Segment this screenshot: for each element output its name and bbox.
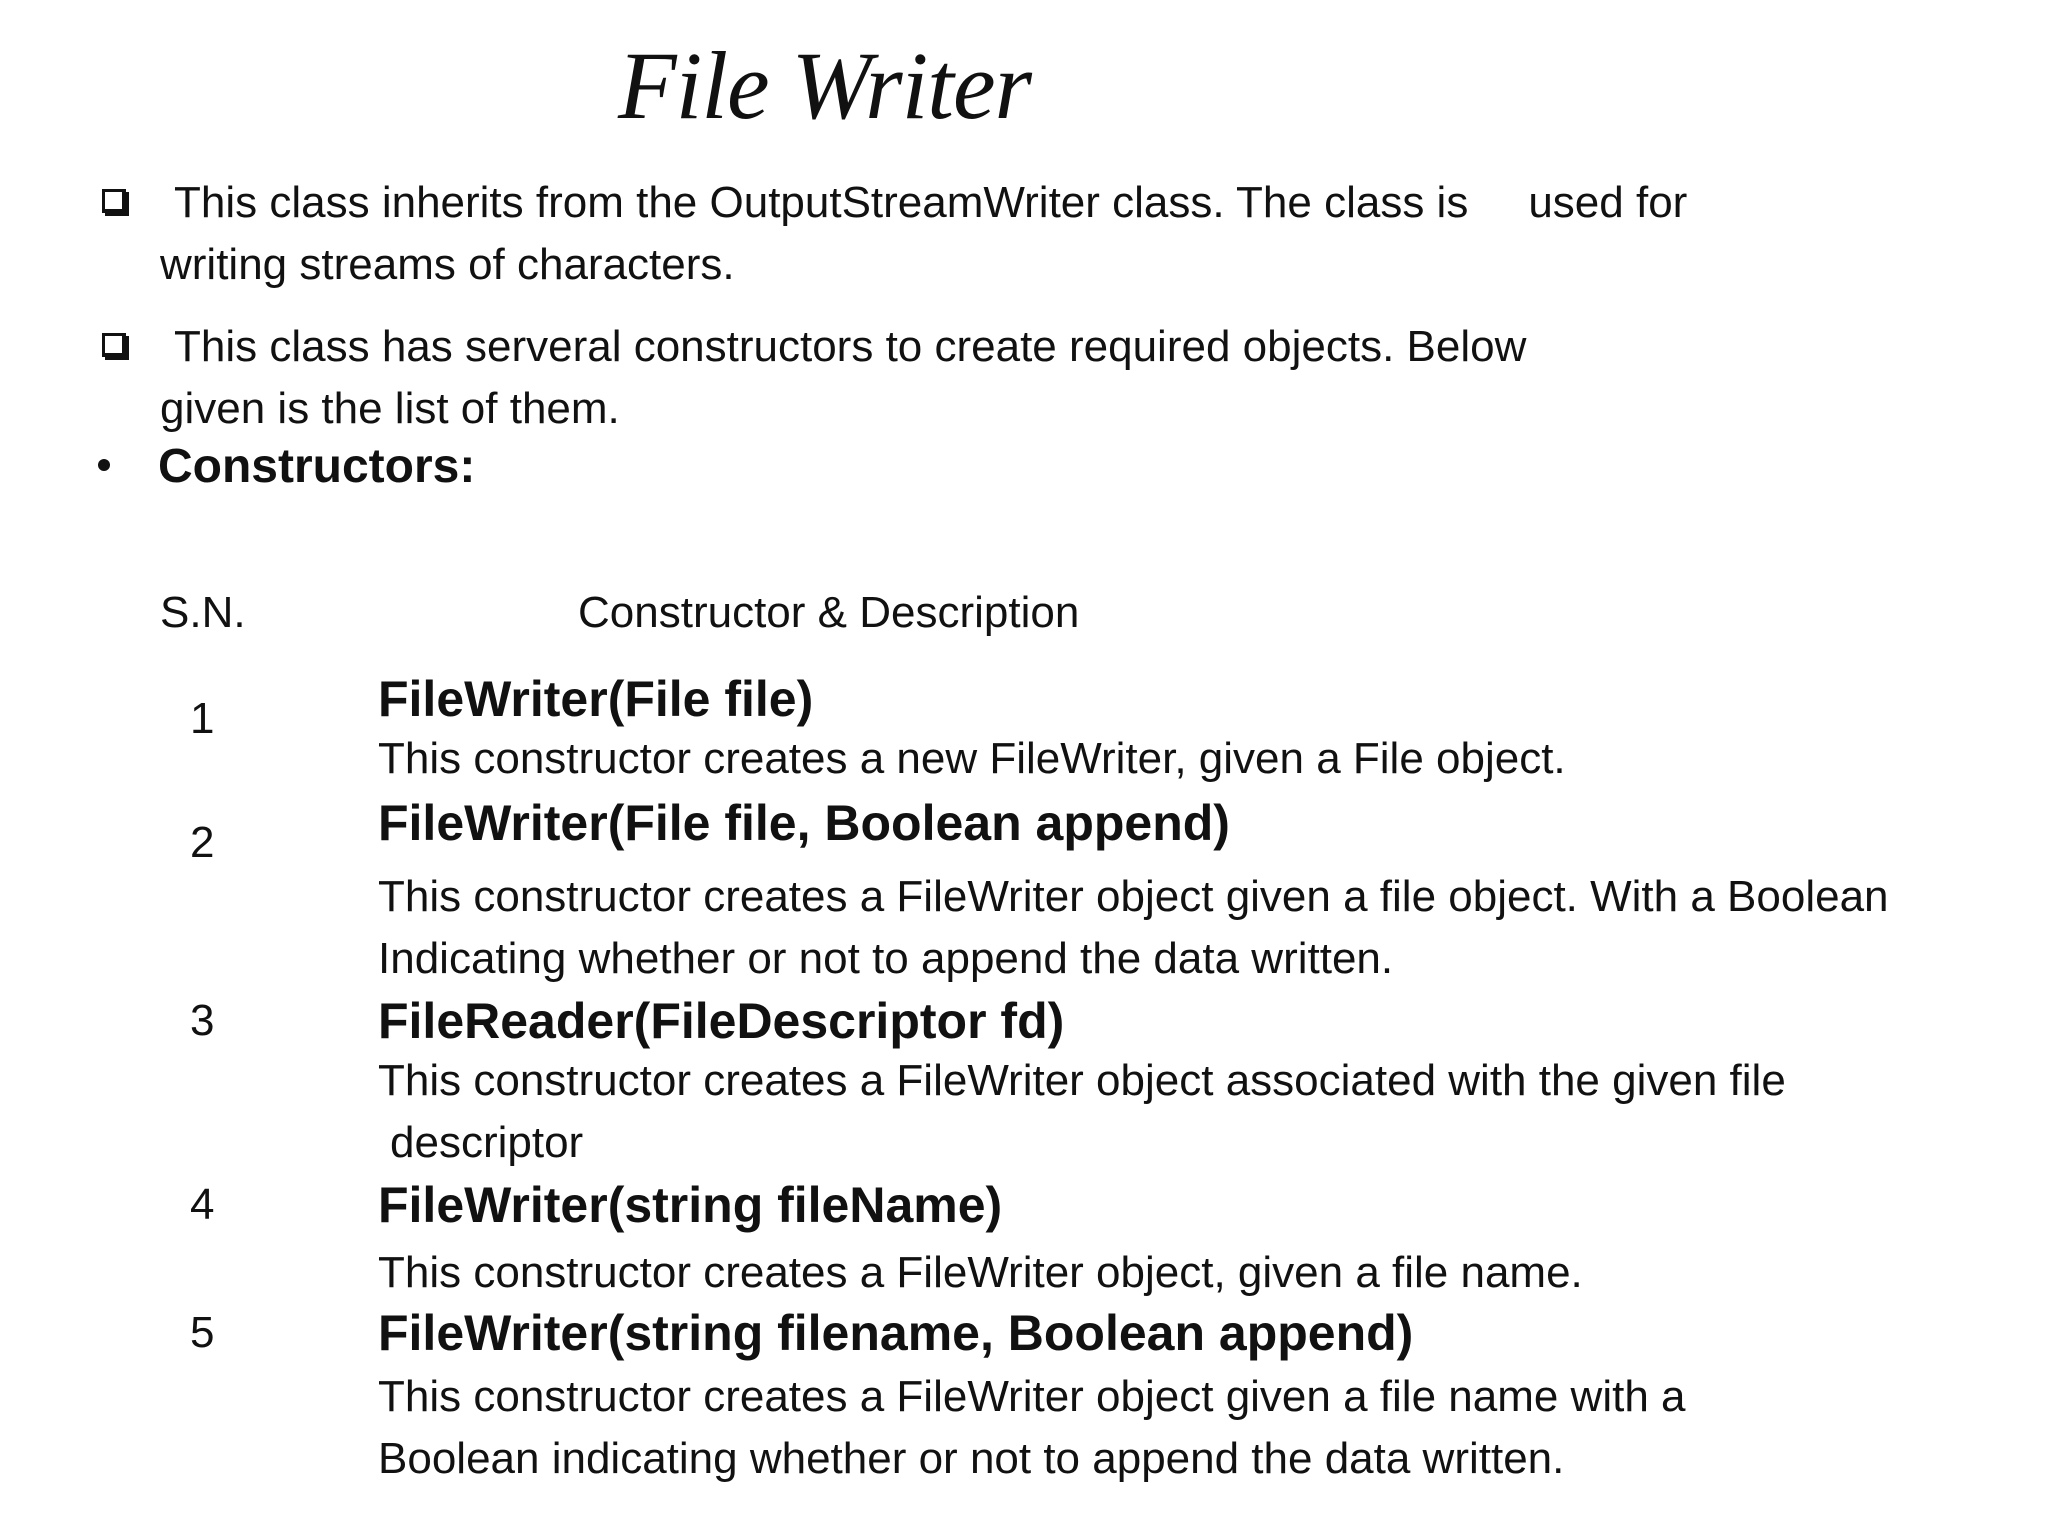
bullet-item-2	[98, 316, 1798, 440]
row-number: 1	[190, 694, 215, 743]
bullet-text: This class has serveral constructors to create required objects. Below	[174, 322, 1527, 371]
constructor-description: This constructor creates a FileWriter object given a file object. With a Boolean	[378, 872, 1889, 921]
table-header-sn: S.N.	[160, 588, 246, 637]
constructor-description: This constructor creates a new FileWriter, given a File object.	[378, 734, 1566, 783]
constructor-signature: FileWriter(File file)	[378, 671, 814, 727]
row-number: 3	[190, 996, 215, 1045]
bullet-dot-icon	[98, 459, 110, 471]
bullet-text-part: used for	[1528, 178, 1688, 227]
bullet-text-part: This class inherits from the OutputStreamWriter class. The class is	[174, 178, 1469, 227]
table-header-description: Constructor & Description	[578, 588, 1080, 637]
constructor-signature: FileWriter(string filename, Boolean append)	[378, 1305, 1414, 1361]
bullet-line	[98, 316, 1798, 378]
row-number: 5	[190, 1308, 215, 1357]
bullet-continuation: writing streams of characters.	[160, 240, 735, 289]
bullet-continuation: given is the list of them.	[160, 384, 620, 433]
slide-title: File Writer	[618, 32, 1031, 139]
checkbox-bullet-icon	[102, 333, 126, 357]
checkbox-bullet-icon	[102, 189, 126, 213]
constructors-heading	[98, 436, 475, 498]
constructor-description: This constructor creates a FileWriter object given a file name with a	[378, 1372, 1686, 1421]
row-number: 2	[190, 818, 215, 867]
constructor-description: Indicating whether or not to append the data written.	[378, 934, 1394, 983]
bullet-item-1	[98, 172, 1798, 296]
constructor-description: This constructor creates a FileWriter object associated with the given file	[378, 1056, 1786, 1105]
constructor-description: This constructor creates a FileWriter object, given a file name.	[378, 1248, 1583, 1297]
constructor-signature: FileReader(FileDescriptor fd)	[378, 993, 1065, 1049]
constructor-description: descriptor	[390, 1118, 584, 1167]
bullet-text	[98, 178, 1687, 227]
row-number: 4	[190, 1180, 215, 1229]
constructor-signature: FileWriter(File file, Boolean append)	[378, 795, 1230, 851]
bullet-line	[98, 172, 1798, 234]
constructor-description: Boolean indicating whether or not to append the data written.	[378, 1434, 1565, 1483]
constructor-signature: FileWriter(string fileName)	[378, 1177, 1003, 1233]
constructors-heading-label: Constructors:	[158, 440, 476, 493]
